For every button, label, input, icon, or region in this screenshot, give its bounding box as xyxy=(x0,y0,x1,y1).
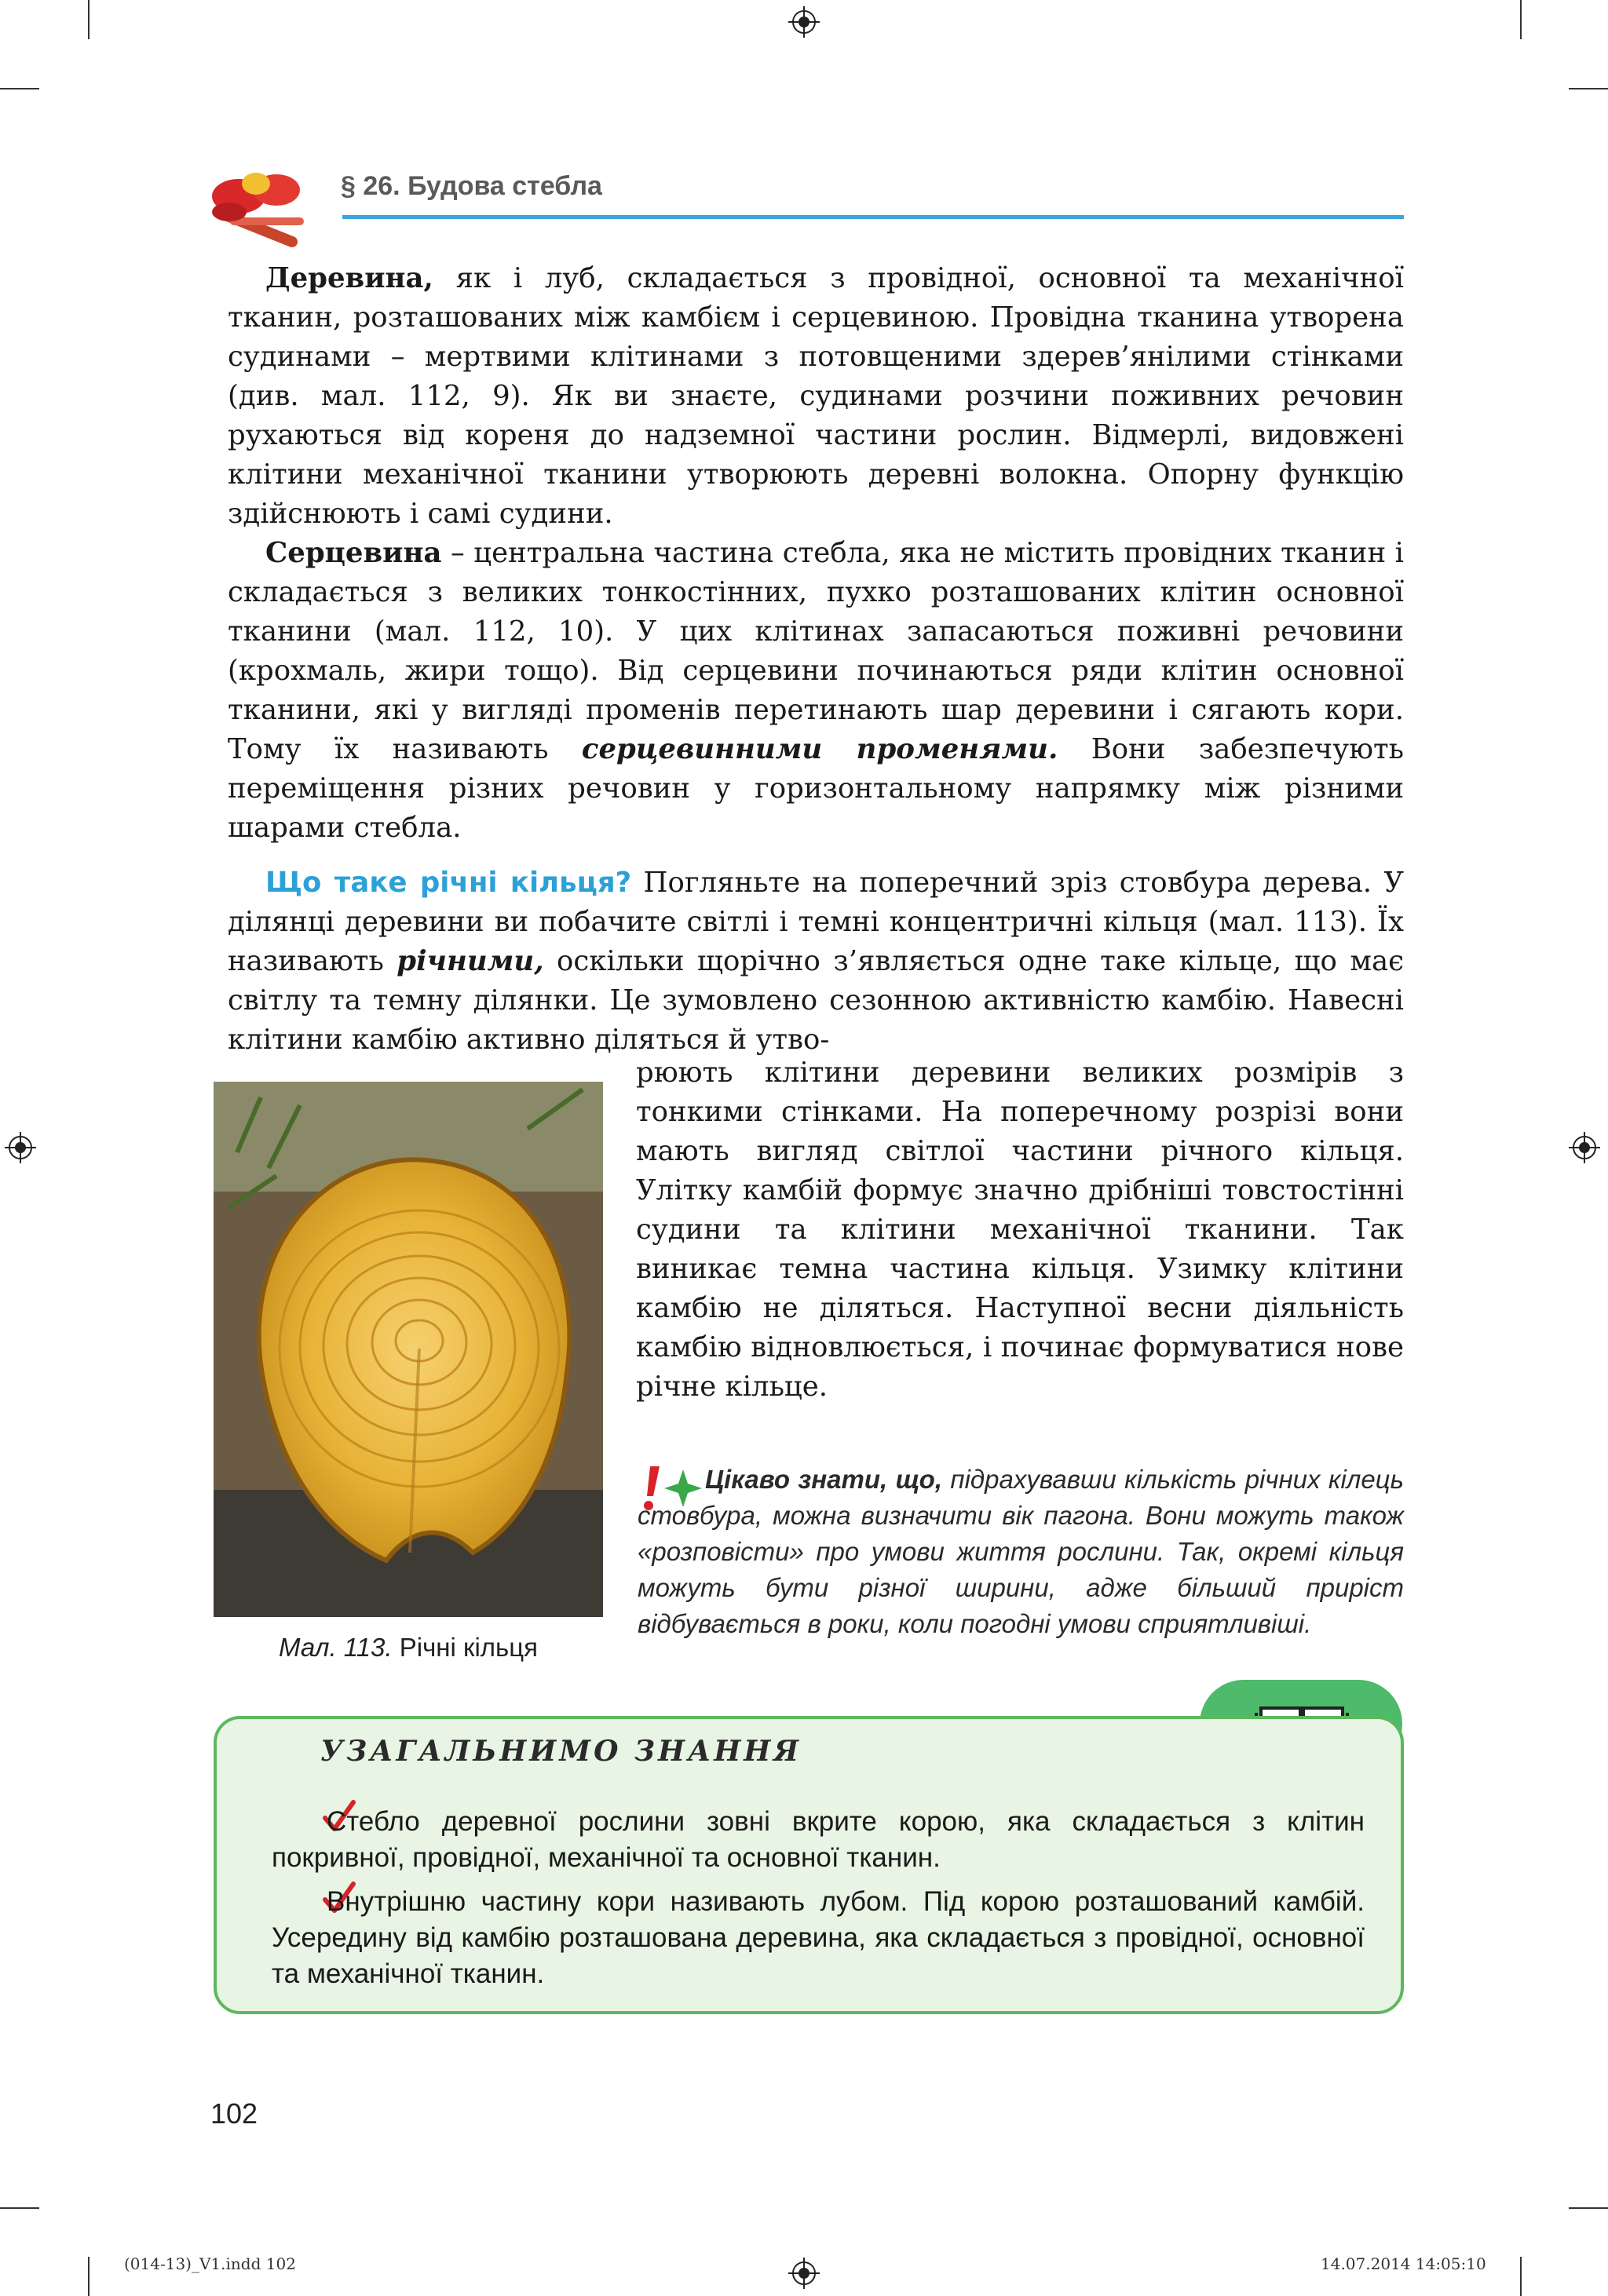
term-annual: річними, xyxy=(397,945,544,977)
crop-mark xyxy=(1569,88,1608,89)
crop-mark xyxy=(88,2257,90,2296)
registration-mark-icon xyxy=(788,2258,820,2289)
body-text xyxy=(228,259,1404,1060)
page-number: 102 xyxy=(210,2097,258,2130)
wrap-text xyxy=(636,1053,1404,1407)
registration-mark-icon xyxy=(788,6,820,38)
plant-stem-icon xyxy=(206,166,308,249)
figure-caption: Мал. 113. Річні кільця xyxy=(279,1633,538,1662)
term-medullary-rays: серцевинними променями. xyxy=(581,733,1058,765)
crop-mark xyxy=(88,0,90,39)
tree-rings-image xyxy=(214,1082,603,1617)
paragraph-rings-continued: рюють клітини деревини великих розмірів з тонкими стінками. На поперечному розрізі вони мають вигляд світлої частини річного кільця. Улітку камбій формує значно дрібніші товстостінні судини та клітини механічної тканини. Так виникає темна частина кільця. Узимку клітини камбію не діляться. Наступної весни діяльність камбію відновлюється, і починає формуватися нове річне кільце. xyxy=(636,1057,1404,1403)
crop-mark xyxy=(1569,2207,1608,2209)
crop-mark xyxy=(0,2207,39,2209)
fact-text: Цікаво знати, що, підрахувавши кількість річних кілець стовбура, можна визначити вік пагона. Вони можуть також «розповісти» про умови життя рослини. Так, окремі кільця можуть бути різної ширини, адже більший приріст відбувається в роки, коли погодні умови сприятливіші. xyxy=(638,1465,1404,1638)
footer-file: (014-13)_V1.indd 102 xyxy=(124,2254,296,2273)
question-heading: Що таке річні кільця? xyxy=(265,867,632,899)
fact-lead: Цікаво знати, що, xyxy=(705,1465,942,1494)
paragraph-pith: Серцевина – центральна частина стебла, яка не містить провідних тканин і складається з великих тонкостінних, пухко розташованих клітин основної тканини (мал. 112, 10). У цих клітинах запасаються поживні речовини (крохмаль, жири тощо). Від серцевини починаються ряди клітин основної тканини, які у вигляді променів перетинають шар деревини і сягають кори. Тому їх називають серцевинними променями. Вони забезпечують переміщення різних речовин у горизонтальному напрямку між різними шарами стебла. xyxy=(228,537,1404,844)
tree-rings-photo xyxy=(214,1082,603,1617)
registration-mark-icon xyxy=(5,1132,36,1163)
crop-mark xyxy=(0,88,39,89)
crop-mark xyxy=(1520,0,1522,39)
summary-item-1: Стебло деревної рослини зовні вкрите корою, яка складається з клітин покривної, провідної, механічної та основної тканин. xyxy=(272,1806,1365,1873)
summary-title: УЗАГАЛЬНИМО ЗНАННЯ xyxy=(320,1735,802,1768)
paragraph-rings: Що таке річні кільця? Погляньте на поперечний зріз стовбура дерева. У ділянці деревини ви побачите світлі і темні концентричні кільця (мал. 113). Їх називають річними, оскільки щорічно з’являється одне таке кільце, що має світлу та темну ділянки. Це зумовлено сезонною активністю камбію. Навесні клітини камбію активно діляться й утво- xyxy=(228,867,1404,1056)
paragraph-wood: Деревина, як і луб, складається з провідної, основної та механічної тканин, розташованих між камбієм і серцевиною. Провідна тканина утворена судинами – мертвими клітинами з потовщеними здерев’янілими стінками (див. мал. 112, 9). Як ви знаєте, судинами розчини поживних речовин рухаються від кореня до надземної частини рослин. Відмерлі, видовжені клітини механічної тканини утворюють деревні волокна. Опорну функцію здійснюють і самі судини. xyxy=(228,262,1404,530)
term-wood: Деревина, xyxy=(265,262,433,294)
crop-mark xyxy=(1520,2257,1522,2296)
registration-mark-icon xyxy=(1569,1132,1600,1163)
section-title: § 26. Будова стебла xyxy=(341,171,602,201)
summary-item-2: Внутрішню частину кори називають лубом. Під корою розташований камбій. Усередину від камбію розташована деревина, яка складається з провідної, основної та механічної тканин. xyxy=(272,1886,1365,1989)
term-pith: Серцевина xyxy=(265,537,442,569)
header-rule xyxy=(342,215,1404,219)
footer-date: 14.07.2014 14:05:10 xyxy=(1321,2254,1486,2273)
